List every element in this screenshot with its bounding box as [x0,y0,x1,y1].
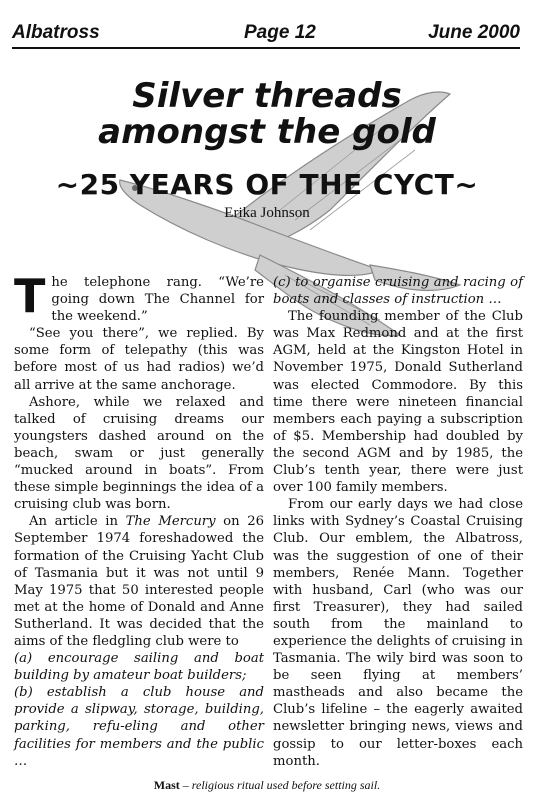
paragraph: Ashore, while we relaxed and talked of cruising dreams our youngsters dashed around on the beach, swam or just generally “mucked around in boats”. From these simple beginnings the idea of a cruising club was born. [14,394,264,513]
paragraph: From our early days we had close links with Sydney’s Coastal Cruising Club. Our emblem, the Albatross, was the suggestion of one of their members, Renée Mann. Together with husband, Carl (who was our first Treasurer), they had sailed south from the mainland to experience the delights of cruising in Tasmania. The wily bird was soon to be seen flying at members’ mastheads and also became the Club’s lifeline – the eagerly awaited newsletter bringing news, views and gossip to our letter-boxes each month. [273,497,523,769]
paragraph [14,269,264,325]
page-footer [0,778,534,793]
page-header [12,22,520,46]
issue-date: June 2000 [428,22,520,43]
page-number: Page 12 [244,22,316,43]
left-column [14,269,264,770]
footer-definition: – religious ritual used before setting sail. [179,778,381,792]
paragraph-text: he telephone rang. “We’re going down The Channel for the weekend.” [51,275,264,325]
article-title-line-1: Silver threads [132,76,402,116]
footer-term: Mast [153,778,180,792]
aims-list-item: (c) to organise cruising and racing of boats and classes of instruction … [273,275,523,308]
newspaper-name: The Mercury [125,514,216,530]
aims-list-item: (b) establish a club house and provide a slipway, storage, building, parking, refu-eling and other facilities for members and the public … [14,685,264,769]
article-byline: Erika Johnson [224,205,310,221]
article-title-line-2: amongst the gold [98,112,436,152]
newsletter-name: Albatross [12,22,100,43]
paragraph-text: on 26 September 1974 foreshadowed the formation of the Cruising Yacht Club of Tasmania but it was not until 9 May 1975 that 50 interested people met at the home of Donald and Anne Sutherland. It was decided that the aims of the fledgling club were to [14,514,264,649]
paragraph: “See you there”, we replied. By some form of telepathy (this was before most of us had radios) we’d all arrive at the same anchorage. [14,326,264,393]
article-subtitle: ~25 YEARS OF THE CYCT~ [55,168,479,201]
paragraph: The founding member of the Club was Max Redmond and at the first AGM, held at the Kingston Hotel in November 1975, Donald Sutherland was elected Commodore. By this time there were nineteen financial members each paying a subscription of $5. Membership had doubled by the second AGM and by 1985, the Club’s tenth year, there were just over 100 family members. [273,309,523,496]
header-rule [12,47,520,49]
right-column [273,274,523,770]
paragraph-text: An article in [29,514,126,530]
aims-list-item: (a) encourage sailing and boat building by amateur boat builders; [14,651,264,684]
drop-cap: T [14,269,46,323]
paragraph [14,513,264,650]
